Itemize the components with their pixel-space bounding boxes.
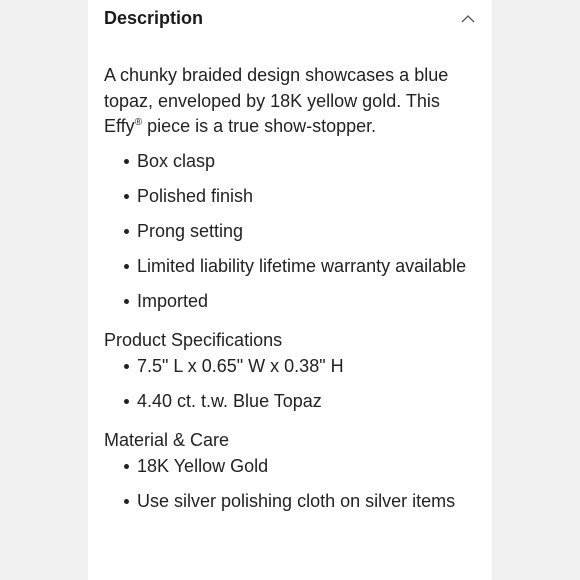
list-item: Prong setting: [104, 219, 480, 245]
list-item: Limited liability lifetime warranty available: [104, 254, 480, 280]
list-item: Imported: [104, 289, 480, 315]
description-accordion-header[interactable]: [104, 0, 480, 40]
list-item: 7.5" L x 0.65" W x 0.38" H: [104, 354, 480, 380]
list-item: 4.40 ct. t.w. Blue Topaz: [104, 389, 480, 415]
list-item: Polished finish: [104, 184, 480, 210]
list-item: Box clasp: [104, 149, 480, 175]
registered-mark: ®: [134, 117, 143, 128]
care-heading: Material & Care: [104, 430, 230, 450]
list-item: 18K Yellow Gold: [104, 454, 480, 480]
intro-text: A chunky braided design showcases a blue topaz, enveloped by 18K yellow gold. This Effy: [104, 65, 449, 136]
description-intro: [104, 63, 480, 140]
feature-list: [104, 149, 480, 315]
care-list: [104, 454, 480, 515]
specs-list: [104, 354, 480, 415]
specs-heading: Product Specifications: [104, 330, 283, 350]
intro-text-end: piece is a true show-stopper.: [142, 116, 377, 136]
chevron-up-icon[interactable]: [460, 12, 476, 24]
description-content: [104, 63, 480, 524]
list-item: Use silver polishing cloth on silver items: [104, 489, 480, 515]
description-title: Description: [104, 8, 204, 28]
